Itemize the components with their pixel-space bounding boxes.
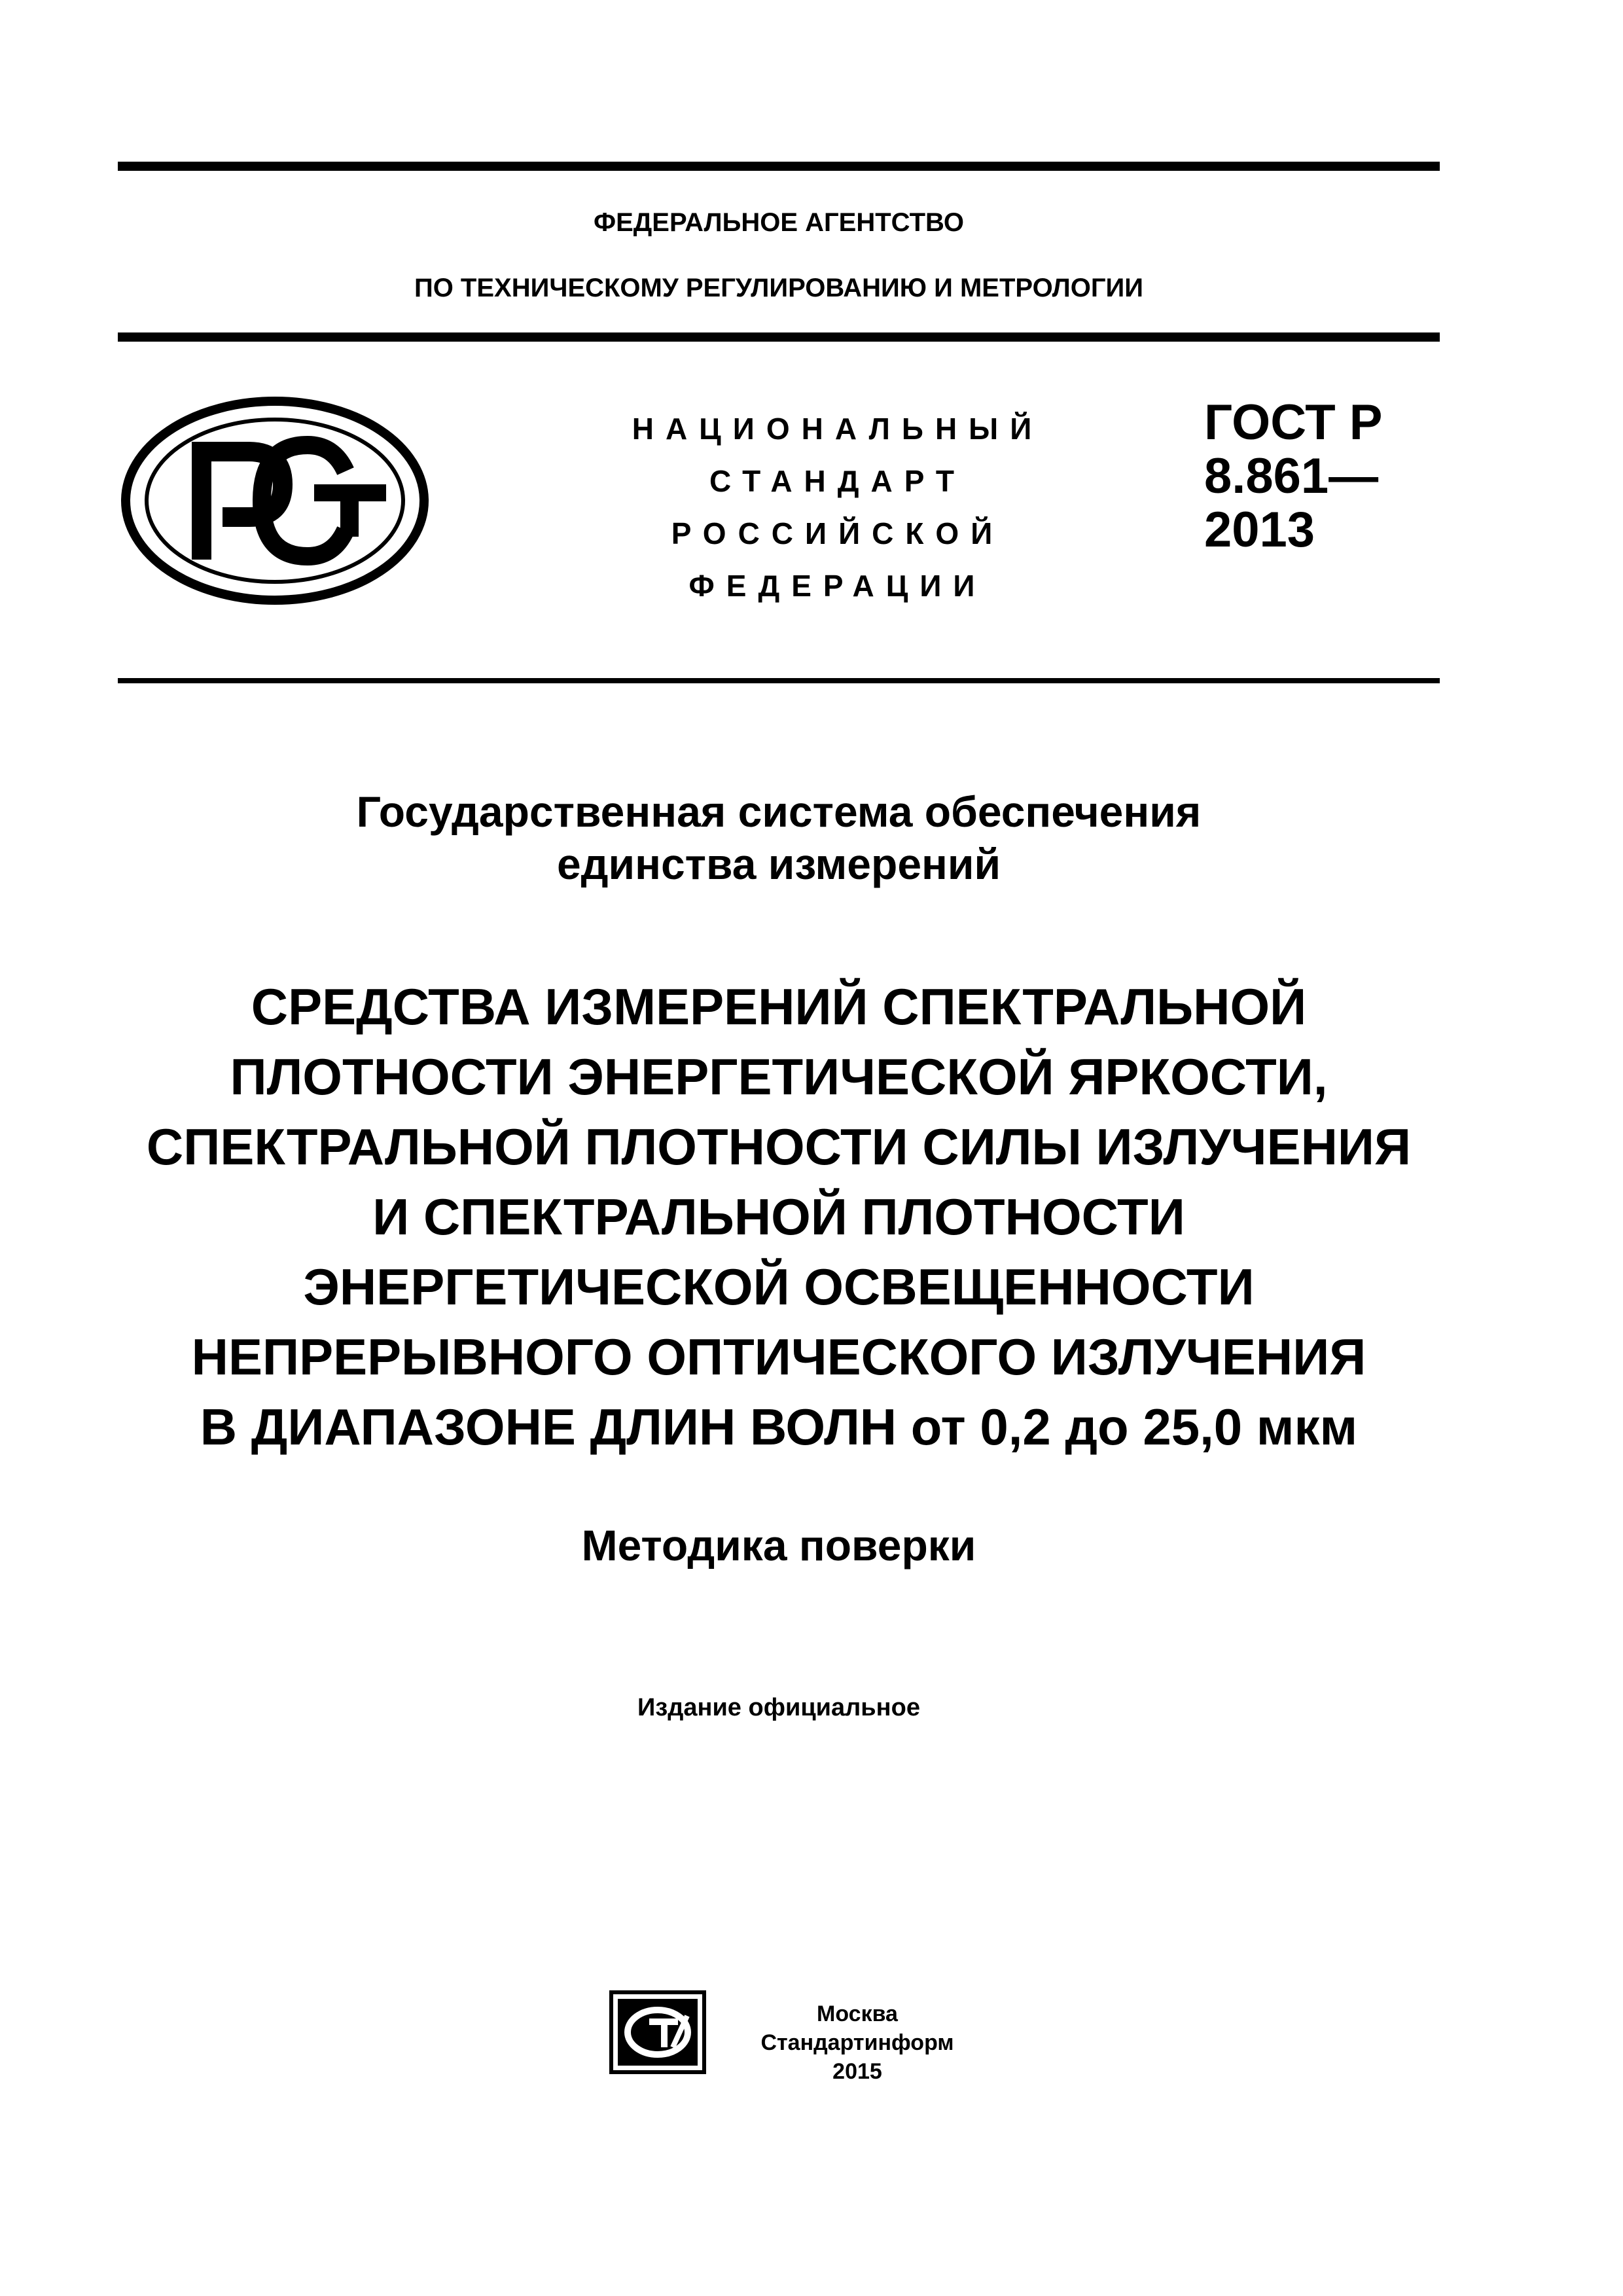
rst-logo [118, 393, 432, 609]
national-line-4: ФЕДЕРАЦИИ [688, 569, 987, 603]
agency-line-1: ФЕДЕРАЛЬНОЕ АГЕНТСТВО [593, 208, 965, 237]
publisher-logo [609, 1990, 707, 2075]
national-standard-block [576, 403, 1099, 612]
gost-code-line-2: 8.861— [1204, 448, 1379, 504]
method-heading: Методика поверки [581, 1521, 976, 1570]
top-rule [118, 162, 1440, 171]
agency-line-2: ПО ТЕХНИЧЕСКОМУ РЕГУЛИРОВАНИЮ И МЕТРОЛОГИИ [414, 274, 1144, 302]
title-line-5: ЭНЕРГЕТИЧЕСКОЙ ОСВЕЩЕННОСТИ [303, 1258, 1255, 1316]
title-line-7: В ДИАПАЗОНЕ ДЛИН ВОЛН от 0,2 до 25,0 мкм [200, 1398, 1358, 1456]
national-line-3: РОССИЙСКОЙ [671, 516, 1005, 550]
title-line-3: СПЕКТРАЛЬНОЙ ПЛОТНОСТИ СИЛЫ ИЗЛУЧЕНИЯ [146, 1118, 1412, 1175]
document-title [79, 972, 1479, 1462]
title-line-4: И СПЕКТРАЛЬНОЙ ПЛОТНОСТИ [372, 1188, 1185, 1246]
national-line-1: НАЦИОНАЛЬНЫЙ [632, 412, 1044, 446]
edition-label: Издание официальное [637, 1694, 920, 1721]
gost-code [1204, 396, 1479, 557]
publisher-year: 2015 [832, 2059, 882, 2084]
national-line-2: СТАНДАРТ [709, 464, 966, 498]
mid-rule [118, 678, 1440, 683]
header-bottom-rule [118, 332, 1440, 342]
publisher-city: Москва [817, 2001, 898, 2026]
title-line-2: ПЛОТНОСТИ ЭНЕРГЕТИЧЕСКОЙ ЯРКОСТИ, [230, 1048, 1328, 1105]
publisher-name: Стандартинформ [760, 2030, 954, 2055]
standartinform-logo-icon [609, 1990, 707, 2075]
rst-logo-icon [118, 393, 432, 609]
subtitle-line-1: Государственная система обеспечения [356, 787, 1202, 836]
subtitle [118, 785, 1440, 890]
gost-code-line-1: ГОСТ Р [1204, 395, 1383, 450]
subtitle-line-2: единства измерений [556, 840, 1001, 888]
publisher-info [720, 2000, 995, 2086]
title-line-1: СРЕДСТВА ИЗМЕРЕНИЙ СПЕКТРАЛЬНОЙ [251, 978, 1307, 1035]
title-line-6: НЕПРЕРЫВНОГО ОПТИЧЕСКОГО ИЗЛУЧЕНИЯ [191, 1328, 1366, 1386]
gost-code-line-3: 2013 [1204, 502, 1315, 558]
